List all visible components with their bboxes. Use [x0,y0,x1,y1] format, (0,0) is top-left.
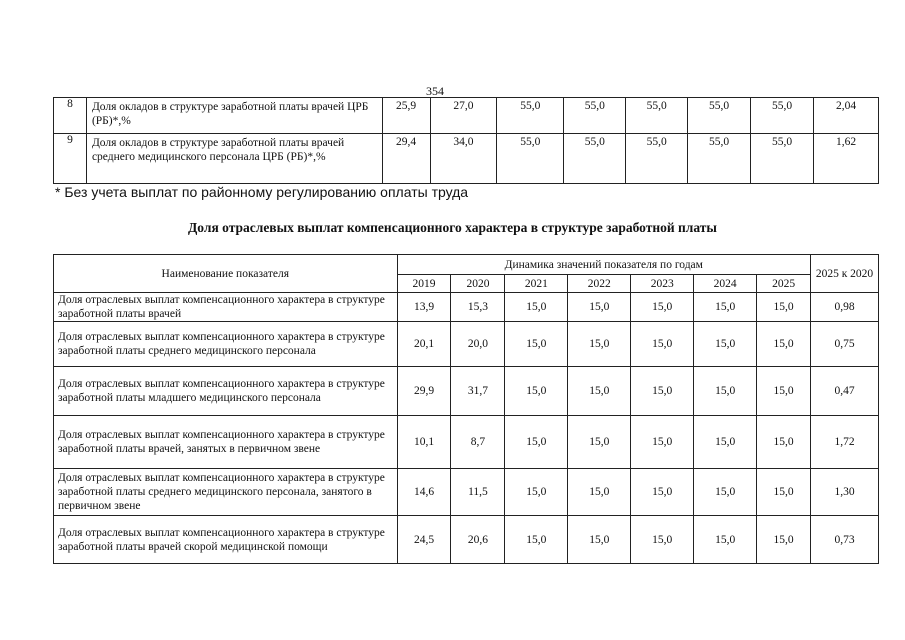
value-cell: 15,0 [568,469,631,516]
value-cell: 31,7 [451,367,505,416]
value-cell: 55,0 [564,98,626,134]
indicator-name: Доля отраслевых выплат компенсационного характера в структуре заработной платы младшего медицинского персонала [54,367,398,416]
indicator-name: Доля окладов в структуре заработной платы врачей ЦРБ (РБ)*,% [86,98,382,134]
value-cell: 2,04 [814,98,879,134]
value-cell: 15,0 [568,322,631,367]
indicator-name: Доля отраслевых выплат компенсационного характера в структуре заработной платы врачей, занятых в первичном звене [54,416,398,469]
value-cell: 20,1 [397,322,451,367]
value-cell: 11,5 [451,469,505,516]
table-row [54,98,879,134]
value-cell: 10,1 [397,416,451,469]
page-number: 354 [426,84,444,98]
year-header: 2023 [631,275,694,293]
indicator-name: Доля отраслевых выплат компенсационного характера в структуре заработной платы врачей скорой медицинской помощи [54,516,398,564]
value-cell: 0,98 [811,293,879,322]
value-cell: 15,0 [631,469,694,516]
table-row [54,367,879,416]
value-cell: 15,0 [757,416,811,469]
value-cell: 55,0 [497,98,564,134]
value-cell: 15,0 [694,469,757,516]
value-cell: 55,0 [626,98,688,134]
value-cell: 15,0 [631,367,694,416]
table-row [54,416,879,469]
header-name: Наименование показателя [54,255,398,293]
value-cell: 55,0 [688,98,751,134]
value-cell: 15,0 [694,516,757,564]
value-cell: 15,0 [568,293,631,322]
value-cell: 15,0 [505,322,568,367]
year-header: 2021 [505,275,568,293]
value-cell: 15,0 [757,322,811,367]
value-cell: 20,0 [451,322,505,367]
value-cell: 15,0 [505,469,568,516]
value-cell: 55,0 [688,134,751,184]
row-number: 8 [54,98,87,134]
value-cell: 1,72 [811,416,879,469]
value-cell: 55,0 [564,134,626,184]
year-header: 2024 [694,275,757,293]
value-cell: 15,0 [505,367,568,416]
value-cell: 24,5 [397,516,451,564]
value-cell: 29,4 [382,134,430,184]
value-cell: 29,9 [397,367,451,416]
value-cell: 15,0 [568,516,631,564]
header-dynamics: Динамика значений показателя по годам [397,255,811,275]
row-number: 9 [54,134,87,184]
value-cell: 55,0 [626,134,688,184]
value-cell: 15,3 [451,293,505,322]
section-title: Доля отраслевых выплат компенсационного характера в структуре заработной платы [188,220,717,235]
table-row [54,293,879,322]
value-cell: 0,47 [811,367,879,416]
value-cell: 0,75 [811,322,879,367]
value-cell: 0,73 [811,516,879,564]
table-row [54,516,879,564]
indicator-name: Доля отраслевых выплат компенсационного характера в структуре заработной платы среднего медицинского персонала [54,322,398,367]
indicator-name: Доля окладов в структуре заработной платы врачей среднего медицинского персонала ЦРБ (РБ)*,% [86,134,382,184]
top-table [53,97,879,184]
value-cell: 1,62 [814,134,879,184]
year-header: 2019 [397,275,451,293]
value-cell: 14,6 [397,469,451,516]
value-cell: 15,0 [757,367,811,416]
table-row [54,469,879,516]
value-cell: 15,0 [757,469,811,516]
main-table [53,254,879,564]
value-cell: 15,0 [757,293,811,322]
value-cell: 15,0 [631,516,694,564]
value-cell: 27,0 [430,98,497,134]
value-cell: 15,0 [631,322,694,367]
value-cell: 55,0 [497,134,564,184]
value-cell: 15,0 [757,516,811,564]
value-cell: 15,0 [568,416,631,469]
value-cell: 15,0 [631,293,694,322]
value-cell: 25,9 [382,98,430,134]
value-cell: 20,6 [451,516,505,564]
indicator-name: Доля отраслевых выплат компенсационного характера в структуре заработной платы среднего медицинского персонала, занятого в первичном звене [54,469,398,516]
value-cell: 55,0 [751,98,814,134]
value-cell: 15,0 [505,416,568,469]
value-cell: 15,0 [631,416,694,469]
value-cell: 8,7 [451,416,505,469]
value-cell: 15,0 [694,293,757,322]
value-cell: 15,0 [694,322,757,367]
value-cell: 1,30 [811,469,879,516]
header-ratio: 2025 к 2020 [811,255,879,293]
value-cell: 15,0 [694,416,757,469]
value-cell: 13,9 [397,293,451,322]
footnote: * Без учета выплат по районному регулированию оплаты труда [55,184,469,200]
indicator-name: Доля отраслевых выплат компенсационного характера в структуре заработной платы врачей [54,293,398,322]
value-cell: 15,0 [568,367,631,416]
year-header: 2025 [757,275,811,293]
value-cell: 34,0 [430,134,497,184]
year-header: 2022 [568,275,631,293]
value-cell: 15,0 [694,367,757,416]
value-cell: 15,0 [505,293,568,322]
table-row [54,322,879,367]
value-cell: 15,0 [505,516,568,564]
table-row [54,134,879,184]
year-header: 2020 [451,275,505,293]
value-cell: 55,0 [751,134,814,184]
